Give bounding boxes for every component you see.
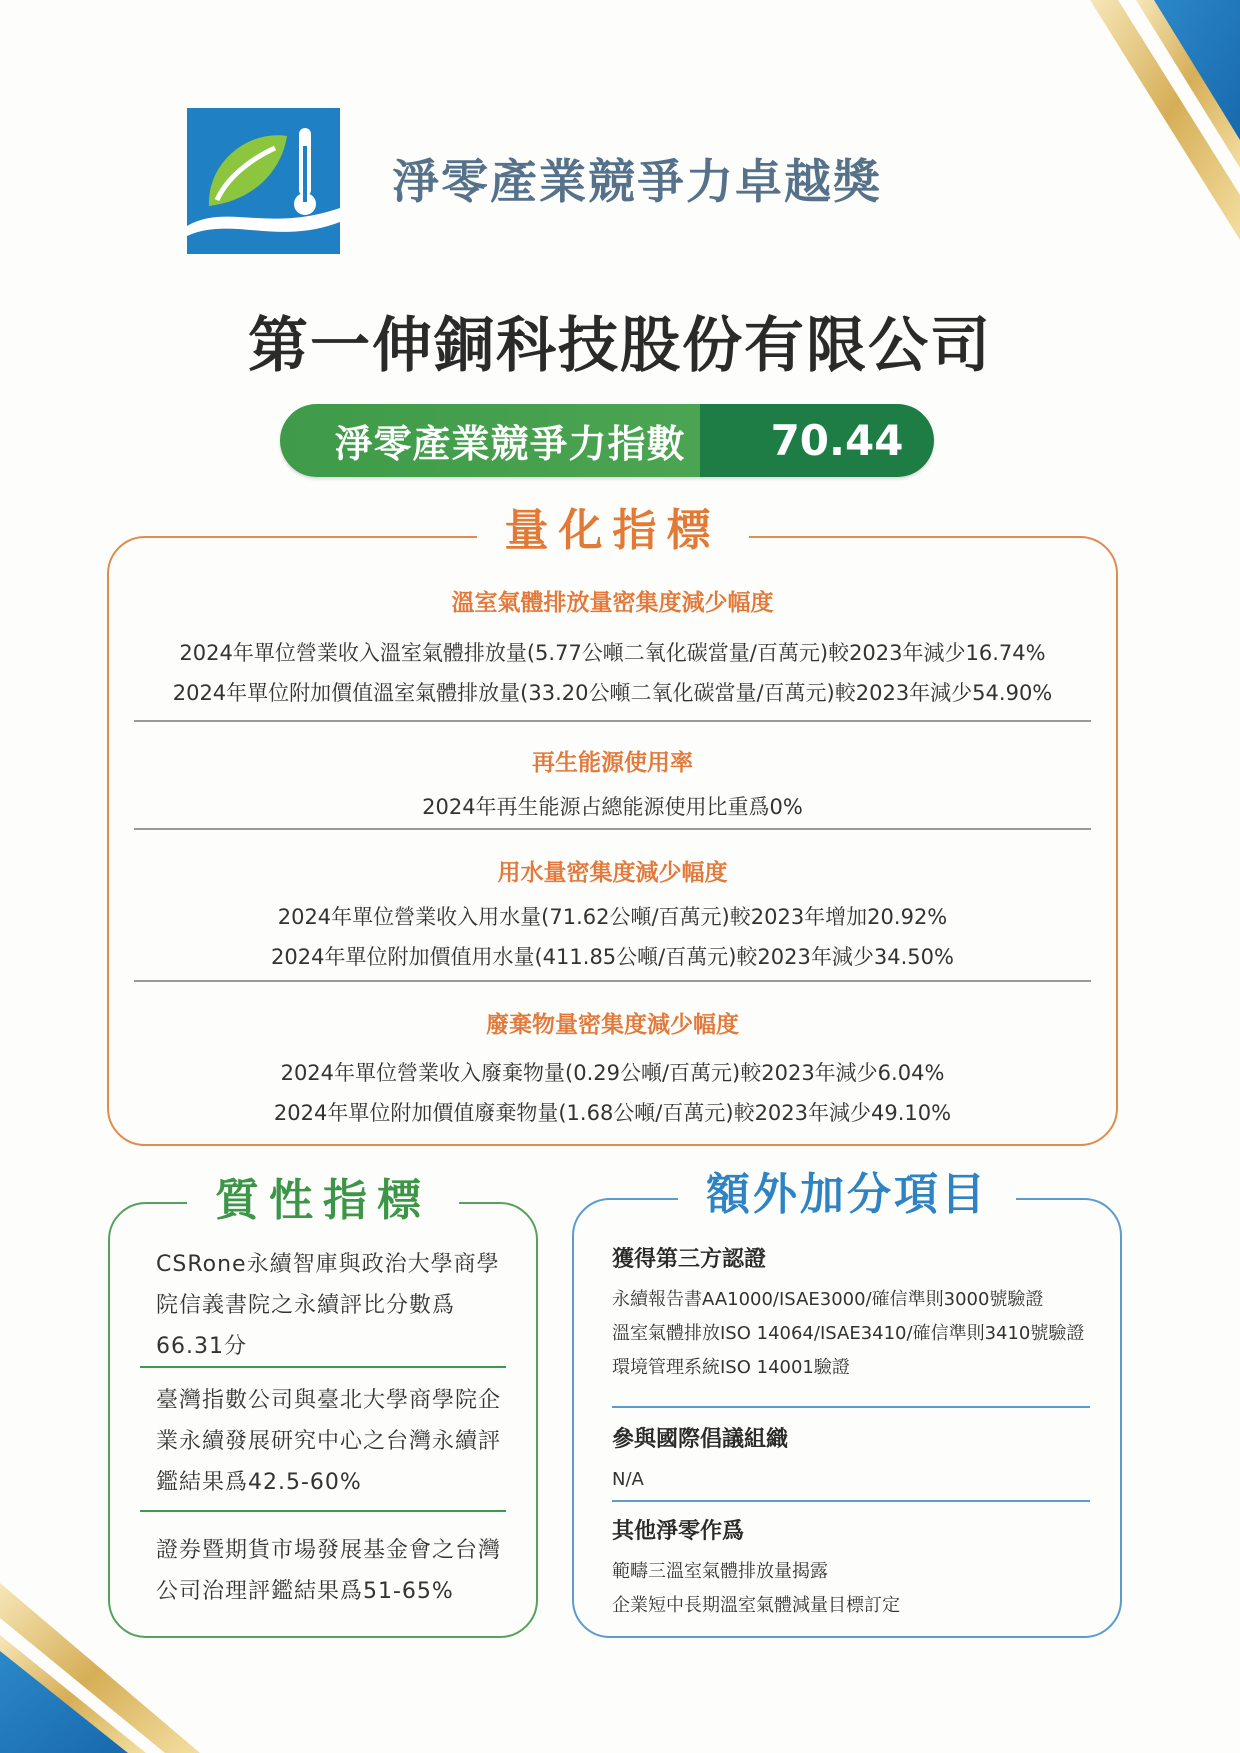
renewable-section [109, 744, 1116, 821]
section-divider [134, 980, 1091, 982]
international-initiative-section [612, 1422, 1092, 1497]
bonus-items-panel [572, 1169, 1122, 1638]
qualitative-divider [140, 1366, 506, 1368]
company-name: 第一伸銅科技股份有限公司 [248, 311, 992, 381]
bonus-line: 環境管理系統ISO 14001驗證 [612, 1357, 850, 1378]
index-label: 淨零產業競爭力指數 [280, 404, 740, 477]
section-line: 2024年單位附加價值廢棄物量(1.68公噸/百萬元)較2023年減少49.10% [273, 1101, 952, 1125]
section-line: 2024年再生能源占總能源使用比重爲0% [422, 795, 803, 819]
qualitative-indicators-panel [108, 1175, 538, 1638]
bonus-heading: 獲得第三方認證 [612, 1247, 767, 1272]
other-net-zero-section [612, 1514, 1092, 1623]
section-line: 2024年單位附加價值用水量(411.85公噸/百萬元)較2023年減少34.50% [271, 945, 954, 969]
section-line: 2024年單位營業收入用水量(71.62公噸/百萬元)較2023年增加20.92% [277, 905, 948, 929]
bonus-divider [612, 1406, 1090, 1408]
section-heading: 用水量密集度減少幅度 [497, 860, 728, 886]
quantitative-title: 量化指標 [477, 494, 749, 558]
section-heading: 溫室氣體排放量密集度減少幅度 [451, 590, 774, 616]
bonus-line: 範疇三溫室氣體排放量揭露 [612, 1561, 828, 1582]
award-title: 淨零產業競爭力卓越獎 [392, 155, 882, 210]
certification-section [612, 1242, 1092, 1385]
bonus-heading: 其他淨零作爲 [612, 1519, 745, 1544]
qualitative-title: 質性指標 [187, 1164, 459, 1228]
index-value: 70.44 [700, 404, 934, 477]
water-section [109, 854, 1116, 971]
bonus-line: 企業短中長期溫室氣體減量目標訂定 [612, 1595, 900, 1616]
qualitative-item: CSRone永續智庫與政治大學商學院信義書院之永續評比分數爲66.31分 [156, 1252, 500, 1359]
award-logo [187, 108, 340, 254]
ghg-section [109, 584, 1116, 707]
waste-section [109, 1006, 1116, 1127]
qualitative-item: 臺灣指數公司與臺北大學商學院企業永續發展研究中心之台灣永續評鑑結果爲42.5-60% [156, 1388, 502, 1495]
bonus-line: N/A [612, 1469, 644, 1490]
bonus-divider [612, 1500, 1090, 1502]
bonus-heading: 參與國際倡議組織 [612, 1427, 789, 1452]
bonus-line: 永續報告書AA1000/ISAE3000/確信準則3000號驗證 [612, 1289, 1044, 1310]
section-line: 2024年單位附加價值溫室氣體排放量(33.20公噸二氧化碳當量/百萬元)較2023年減少54.90% [172, 681, 1053, 705]
section-line: 2024年單位營業收入溫室氣體排放量(5.77公噸二氧化碳當量/百萬元)較2023年減少16.74% [179, 641, 1046, 665]
bonus-title: 額外加分項目 [678, 1158, 1016, 1222]
section-heading: 再生能源使用率 [532, 750, 693, 776]
section-divider [134, 828, 1091, 830]
quantitative-indicators-panel [107, 505, 1118, 1146]
competitiveness-index-badge [280, 404, 934, 477]
qualitative-divider [140, 1510, 506, 1512]
section-line: 2024年單位營業收入廢棄物量(0.29公噸/百萬元)較2023年減少6.04% [280, 1061, 945, 1085]
section-heading: 廢棄物量密集度減少幅度 [486, 1012, 739, 1038]
qualitative-item: 證券暨期貨市場發展基金會之台灣公司治理評鑑結果爲51-65% [156, 1538, 502, 1604]
section-divider [134, 720, 1091, 722]
top-right-stripe-decoration [940, 0, 1240, 260]
bonus-line: 溫室氣體排放ISO 14064/ISAE3410/確信準則3410號驗證 [612, 1323, 1085, 1344]
